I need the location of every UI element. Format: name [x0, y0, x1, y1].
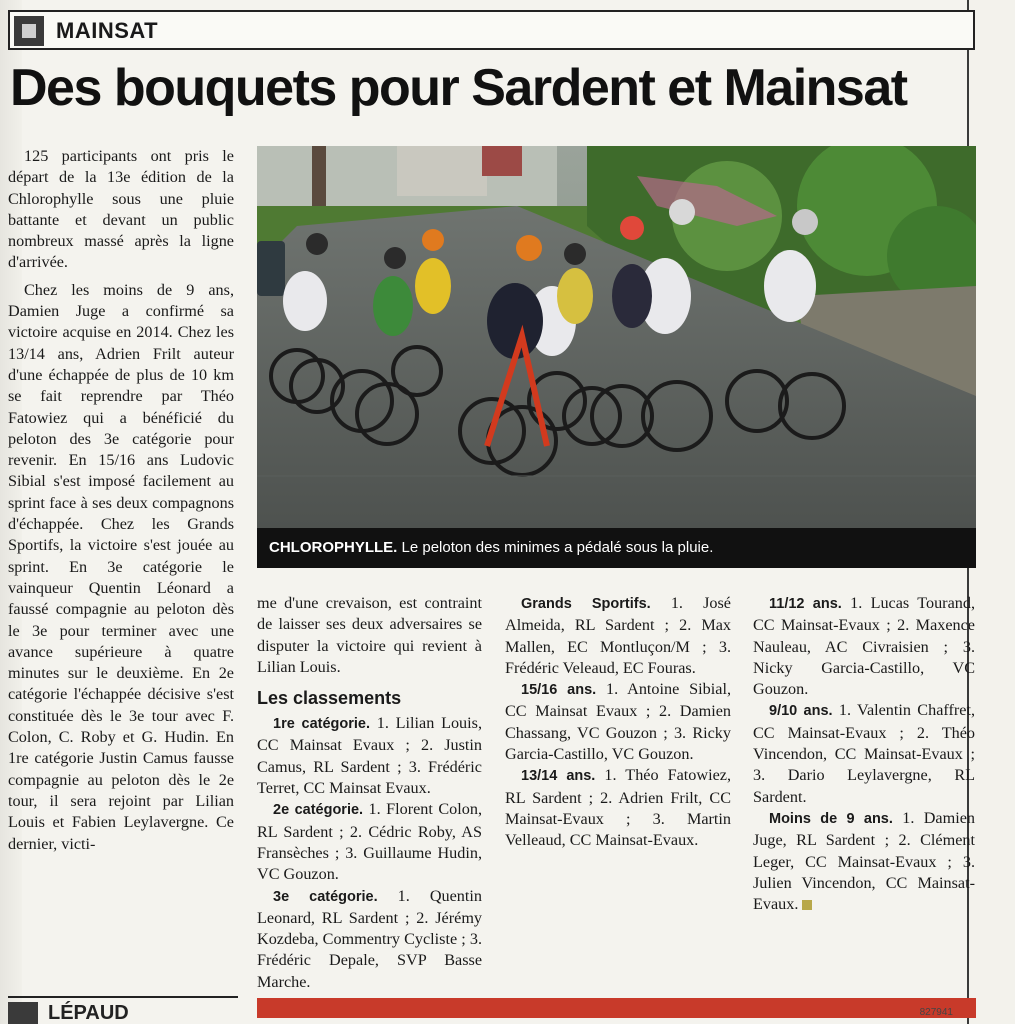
results-under-9	[753, 808, 975, 915]
results-11-12	[753, 593, 975, 700]
results-cat1-label: 1re catégorie.	[273, 716, 371, 733]
caption-text: Le peloton des minimes a pédalé sous la pluie.	[397, 539, 714, 556]
results-cat2	[257, 799, 482, 885]
results-cat1	[257, 713, 482, 799]
article-headline: Des bouquets pour Sardent et Mainsat	[10, 59, 907, 117]
results-9-10-label: 9/10 ans.	[769, 703, 833, 720]
next-article-rubric	[8, 996, 238, 1024]
results-cat2-text: 1. Florent Colon, RL Sardent ; 2. Cédric Roby, AS Fransèches ; 3. Guillaume Hudin, VC Gouzon.	[257, 800, 482, 884]
results-11-12-label: 11/12 ans.	[769, 596, 842, 612]
results-15-16-text: 1. Antoine Sibial, CC Mainsat Evaux ; 2. Damien Chassang, VC Gouzon ; 3. Ricky Garcia-Castillo, VC Gouzon.	[505, 680, 731, 764]
article-column-3	[505, 593, 731, 852]
results-under-9-text: 1. Damien Juge, RL Sardent ; 2. Clément Leger, CC Mainsat-Evaux ; 3. Julien Vincendon, CC Mainsat-Evaux.	[753, 808, 975, 914]
photo-caption	[257, 528, 976, 568]
next-article-banner	[257, 998, 976, 1018]
results-grands-sportifs	[505, 593, 731, 679]
results-under-9-label: Moins de 9 ans.	[769, 810, 893, 827]
section-rubric	[8, 10, 975, 50]
article-column-2	[257, 593, 482, 993]
results-9-10	[753, 700, 975, 807]
article-paragraph-race: Chez les moins de 9 ans, Damien Juge a confirmé sa victoire acquise en 2014. Chez les 13/14 ans, Adrien Frilt auteur d'une échappée de plus de 10 km se fait reprendre par Théo Fatowiez qui a bénéficié du peloton des 3e catégorie pour revenir. En 15/16 ans Ludovic Sibial s'est imposé facilement au sprint face à ses deux compagnons d'échappée. Chez les Grands Sportifs, la victoire s'est jouée au sprint. En 3e catégorie le vainqueur Quentin Léonard a faussé compagnie au peloton dès le 3e pour terminer avec une avance supérieure à quatre minutes sur le deuxième. En 2e catégorie l'échappée décisive s'est constituée dès le 3e tour avec F. Colon, C. Roby et G. Hudin. En 1re catégorie Justin Camus fausse compagnie au peloton dès le 2e tour, il sera rejoint par Lilian Louis et Fabien Leylavergne. Ce dernier, victi-	[8, 280, 234, 853]
results-13-14-label: 13/14 ans.	[521, 768, 596, 785]
results-13-14-text: 1. Théo Fatowiez, RL Sardent ; 2. Adrien Frilt, CC Mainsat-Evaux ; 3. Martin Velleaud, CC Mainsat-Evaux.	[505, 766, 731, 850]
article-photo	[257, 146, 976, 568]
next-rubric-label: LÉPAUD	[48, 1002, 129, 1024]
article-end-mark-icon	[802, 900, 812, 910]
rubric-square-icon	[8, 1002, 38, 1024]
article-column-4	[753, 593, 975, 915]
page-code: 827941	[919, 1007, 953, 1018]
results-15-16-label: 15/16 ans.	[521, 682, 597, 699]
results-cat2-label: 2e catégorie.	[273, 802, 364, 819]
results-cat3	[257, 886, 482, 993]
results-cat1-text: 1. Lilian Louis, CC Mainsat Evaux ; 2. Justin Camus, RL Sardent ; 3. Frédéric Terret, CC Mainsat Evaux.	[257, 714, 482, 798]
results-cat3-text: 1. Quentin Leonard, RL Sardent ; 2. Jérémy Kozdeba, Commentry Cycliste ; 3. Frédéric Depale, SVP Basse Marche.	[257, 886, 482, 991]
results-heading: Les classements	[257, 688, 402, 709]
results-11-12-text: 1. Lucas Tourand, CC Mainsat-Evaux ; 2. Maxence Nauleau, AC Civraisien ; 3. Nicky Garcia-Castillo, VC Gouzon.	[753, 594, 975, 699]
rubric-square-icon	[14, 16, 44, 46]
article-paragraph-intro: 125 participants ont pris le départ de la 13e édition de la Chlorophylle sous une pluie battante et devant un public nombreux massé après la ligne d'arrivée.	[8, 147, 234, 272]
caption-label: CHLOROPHYLLE.	[269, 539, 398, 556]
results-9-10-text: 1. Valentin Chaffret, CC Mainsat-Evaux ; 2. Théo Vincendon, CC Mainsat-Evaux ; 3. Dario Leylavergne, RL Sardent.	[753, 701, 975, 806]
results-13-14	[505, 765, 731, 851]
results-15-16	[505, 679, 731, 765]
rubric-label: MAINSAT	[56, 18, 159, 43]
article-paragraph-continued: me d'une crevaison, est contraint de laisser ses deux adversaires se disputer la victoire qui revient à Lilian Louis.	[257, 594, 482, 676]
article-column-1	[8, 146, 234, 855]
results-grands-sportifs-label: Grands Sportifs.	[521, 596, 651, 612]
results-cat3-label: 3e catégorie.	[273, 888, 378, 905]
results-grands-sportifs-text: 1. José Almeida, RL Sardent ; 2. Max Mallen, EC Montluçon/M ; 3. Frédéric Veleaud, EC Fouras.	[505, 594, 731, 677]
cyclists-photo-illustration	[257, 146, 976, 528]
